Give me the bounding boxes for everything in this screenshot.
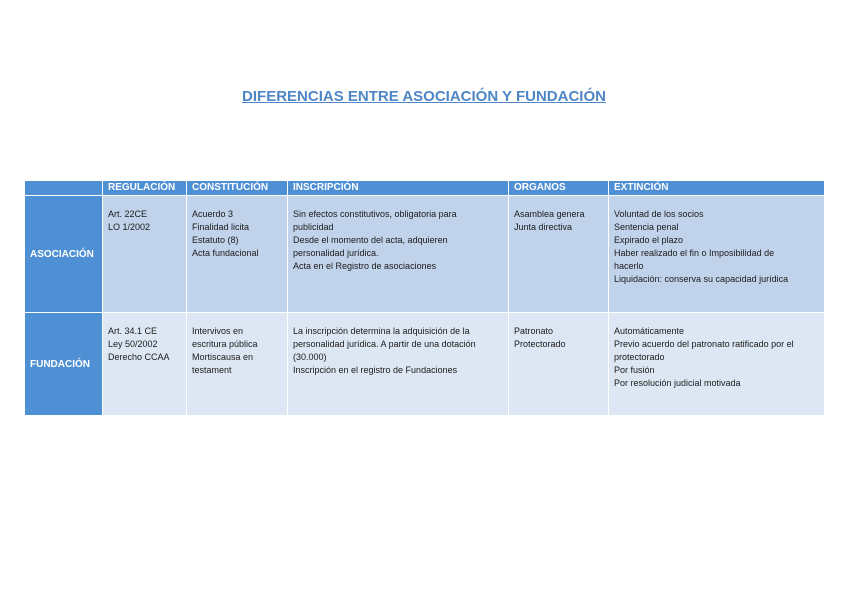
table-row-asociacion [25,196,825,313]
cell-line: publicidad [293,222,334,232]
cell-line: Sin efectos constitutivos, obligatoria para [293,209,457,219]
cell-organos [509,313,609,416]
cell-line: Intervivos en [192,326,244,336]
header-constitucion: CONSTITUCIÓN [187,181,288,196]
cell-line: personalidad jurídica. [293,248,379,258]
cell-line: Mortiscausa en [192,352,254,362]
cell-line: Previo acuerdo del patronato ratificado por el [614,339,794,349]
cell-line: testament [192,365,232,375]
cell-line: Acuerdo 3 [192,209,234,219]
cell-inscripcion [288,313,509,416]
cell-line: Inscripción en el registro de Fundaciones [293,365,458,375]
cell-line: Ley 50/2002 [108,339,158,349]
cell-line: Automáticamente [614,326,685,336]
cell-line: Patronato [514,326,554,336]
cell-line: protectorado [614,352,665,362]
cell-line: personalidad jurídica. A partir de una dotación [293,339,476,349]
cell-line: Acta fundacional [192,248,259,258]
cell-extincion [609,196,825,313]
cell-line: LO 1/2002 [108,222,151,232]
cell-line: Asamblea genera [514,209,585,219]
row-label-fundacion: FUNDACIÓN [25,313,103,416]
cell-organos [509,196,609,313]
cell-constitucion [187,196,288,313]
cell-line: Liquidación: conserva su capacidad jurídica [614,274,789,284]
cell-line: Junta directiva [514,222,573,232]
cell-line: Expirado el plazo [614,235,684,245]
cell-line: Finalidad licita [192,222,250,232]
cell-regulacion [103,196,187,313]
cell-line: Art. 22CE [108,209,148,219]
cell-constitucion [187,313,288,416]
cell-line: Por fusión [614,365,655,375]
header-inscripcion: INSCRIPCIÓN [288,181,509,196]
cell-line: Haber realizado el fin o Imposibilidad de [614,248,775,258]
cell-line: escritura pública [192,339,258,349]
cell-line: Sentencia penal [614,222,679,232]
row-label-asociacion: ASOCIACIÓN [25,196,103,313]
cell-line: Derecho CCAA [108,352,170,362]
header-organos: ORGANOS [509,181,609,196]
cell-line: Acta en el Registro de asociaciones [293,261,437,271]
table-row-fundacion [25,313,825,416]
cell-line: Voluntad de los socios [614,209,704,219]
cell-line: (30.000) [293,352,327,362]
cell-line: Art. 34.1 CE [108,326,158,336]
cell-line: Estatuto (8) [192,235,239,245]
cell-line: Por resolución judicial motivada [614,378,741,388]
header-regulacion: REGULACIÓN [103,181,187,196]
cell-inscripcion [288,196,509,313]
cell-line: Desde el momento del acta, adquieren [293,235,448,245]
cell-line: Protectorado [514,339,566,349]
table-header-row [25,181,825,196]
cell-line: hacerlo [614,261,644,271]
comparison-table [24,180,825,416]
cell-regulacion [103,313,187,416]
cell-line: La inscripción determina la adquisición de la [293,326,470,336]
cell-extincion [609,313,825,416]
page-title: DIFERENCIAS ENTRE ASOCIACIÓN Y FUNDACIÓN [242,88,606,105]
header-extincion: EXTINCIÓN [609,181,825,196]
header-corner [25,181,103,196]
